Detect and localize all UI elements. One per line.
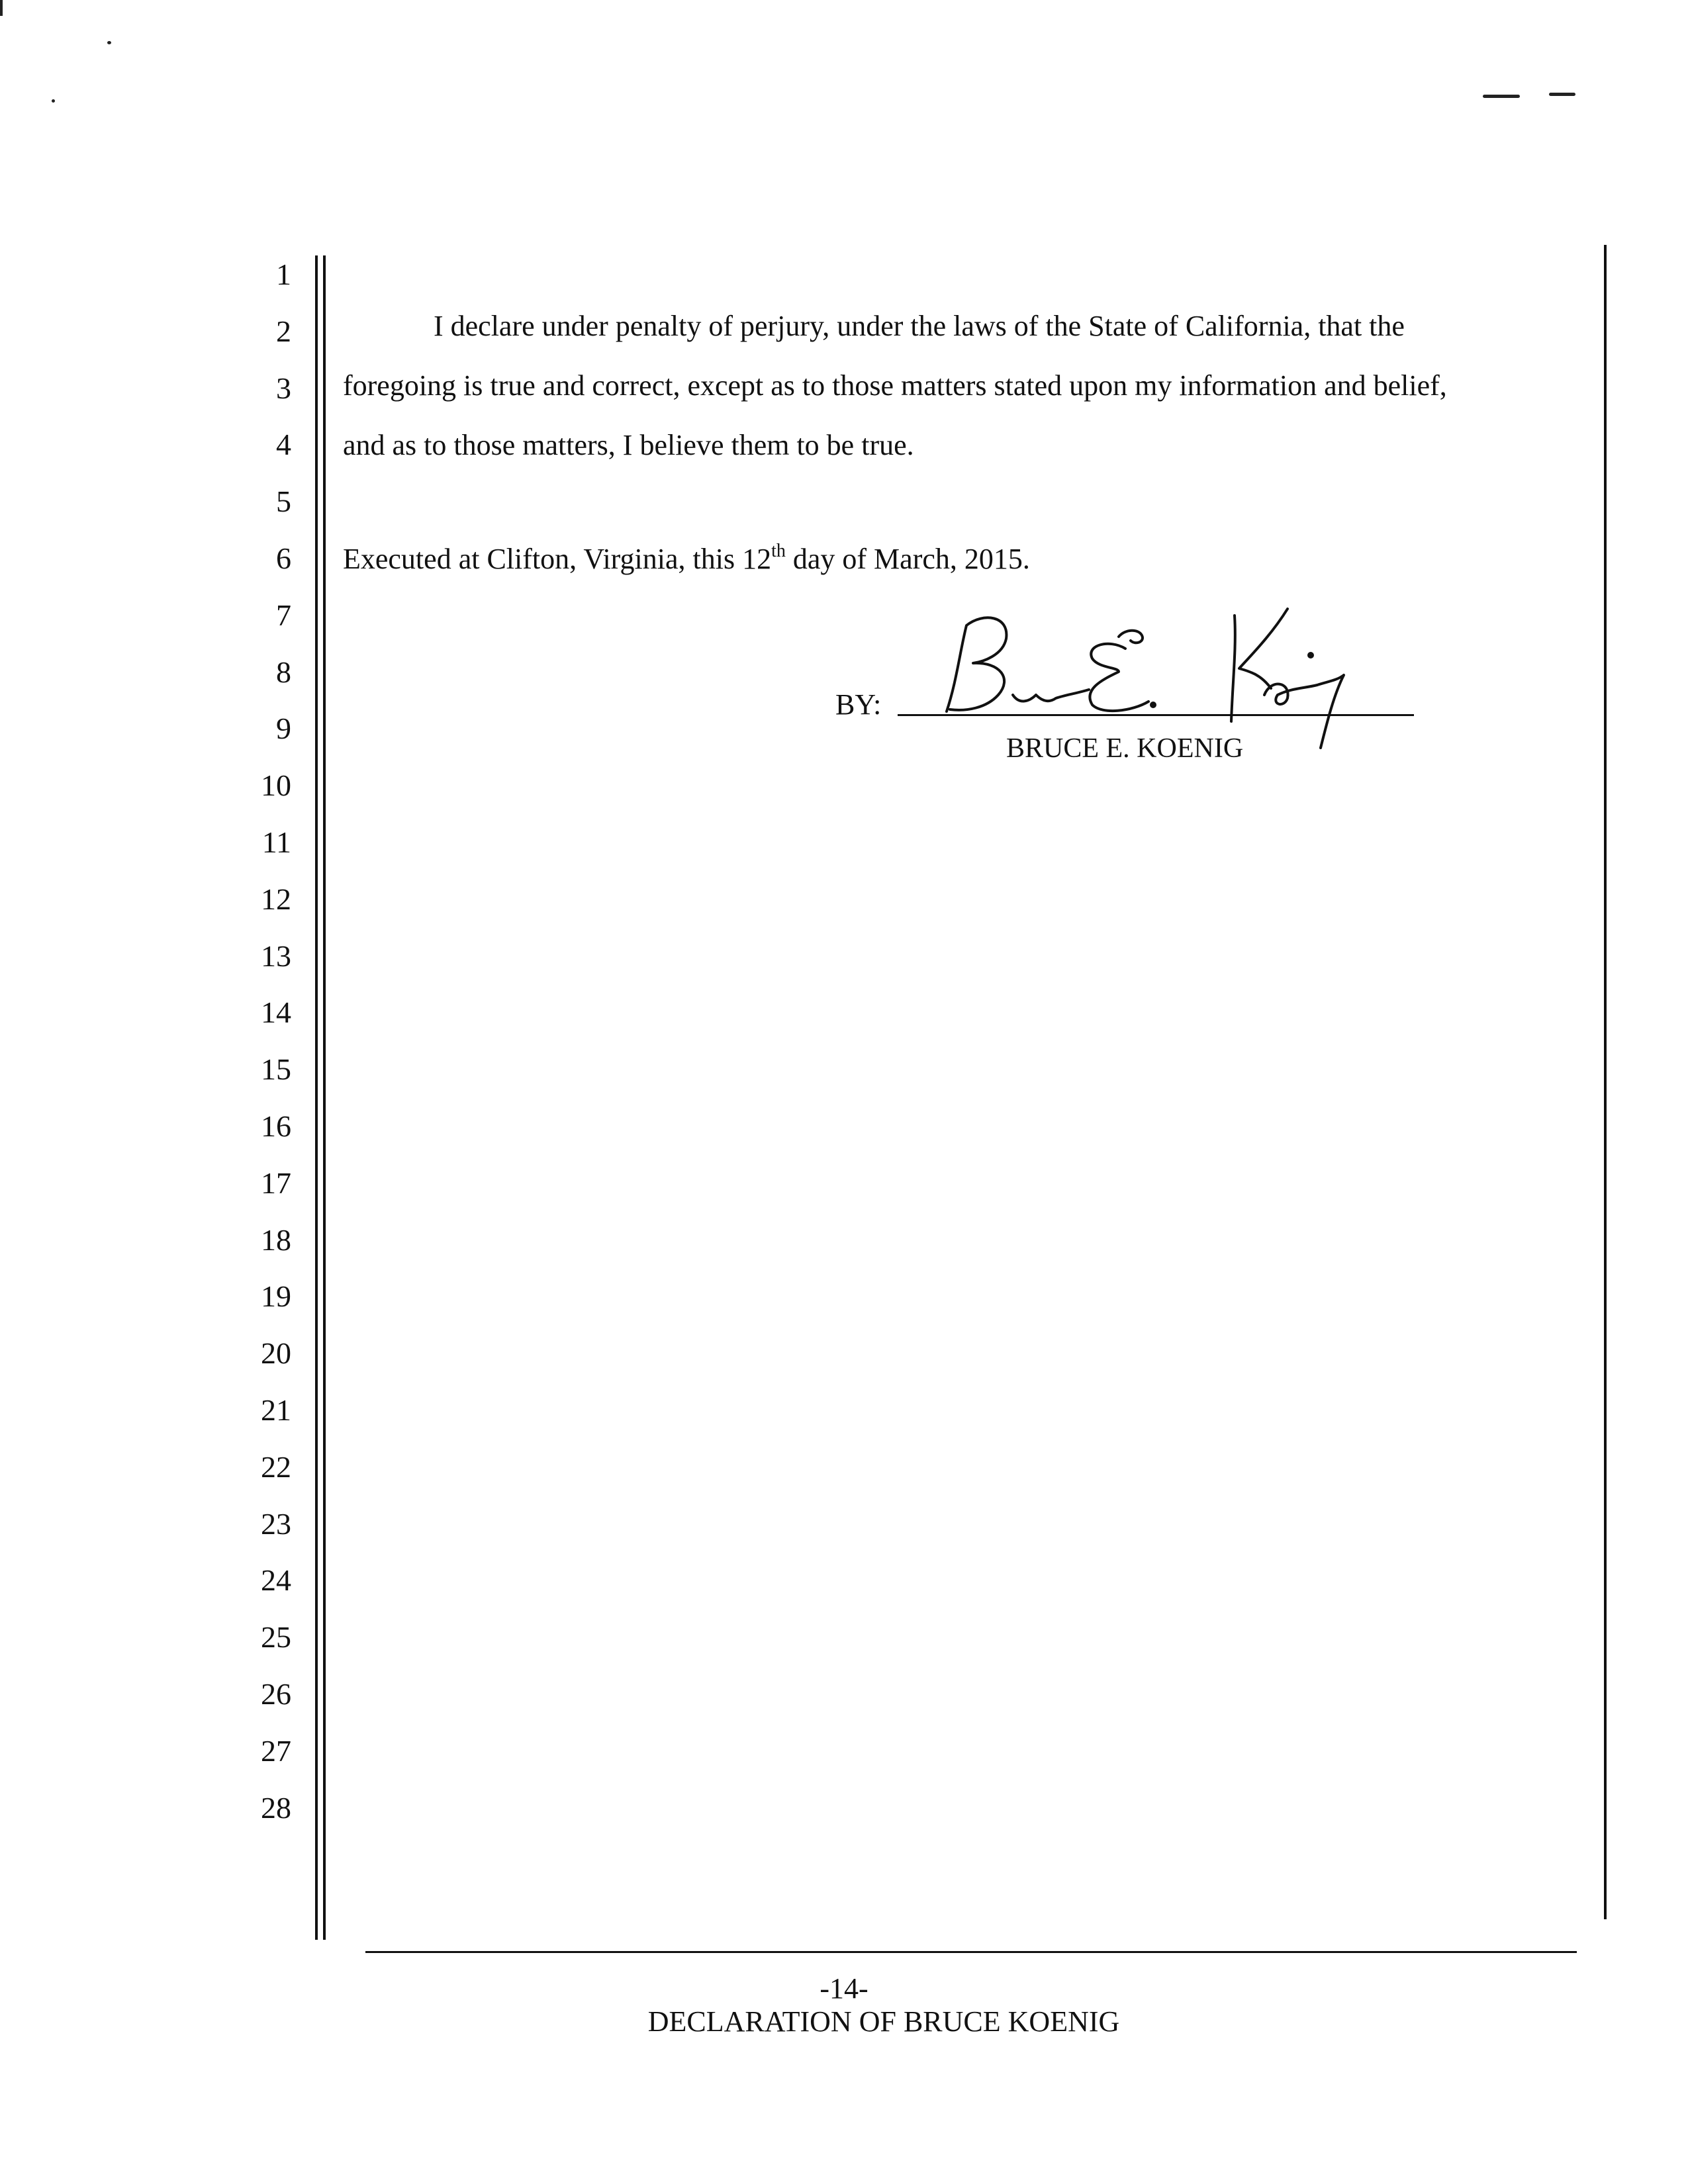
left-margin-rule-inner <box>323 255 326 1940</box>
signer-name: BRUCE E. KOENIG <box>1006 733 1244 764</box>
declaration-line-2: foregoing is true and correct, except as to those matters stated upon my information and belief, <box>343 369 1447 402</box>
line-number: 21 <box>261 1393 291 1427</box>
right-margin-rule <box>1604 245 1607 1919</box>
line-number: 28 <box>261 1791 291 1825</box>
by-label: BY: <box>835 688 882 721</box>
line-number: 13 <box>261 939 291 973</box>
line-number: 3 <box>276 371 291 405</box>
execution-text: Executed at Clifton, Virginia, this 12 <box>343 543 772 575</box>
line-number: 20 <box>261 1336 291 1370</box>
declaration-line-1: I declare under penalty of perjury, under the laws of the State of California, that the <box>434 310 1405 342</box>
line-number: 6 <box>276 541 291 575</box>
declaration-line-3: and as to those matters, I believe them to be true. <box>343 429 914 461</box>
execution-line <box>343 543 1030 580</box>
scan-speck <box>52 99 55 103</box>
scan-speck <box>0 0 3 16</box>
line-number: 1 <box>276 257 291 291</box>
line-number: 19 <box>261 1279 291 1313</box>
line-number: 24 <box>261 1563 291 1597</box>
line-number: 23 <box>261 1507 291 1541</box>
ordinal-suffix: th <box>771 541 786 561</box>
scan-speck <box>107 41 111 44</box>
execution-text-end: day of March, 2015. <box>785 543 1030 575</box>
left-margin-rule-outer <box>315 255 318 1940</box>
line-number: 10 <box>261 768 291 802</box>
line-number: 15 <box>261 1052 291 1086</box>
line-number: 2 <box>276 314 291 348</box>
line-number: 11 <box>261 825 291 859</box>
document-title: DECLARATION OF BRUCE KOENIG <box>647 2005 1120 2038</box>
line-number: 8 <box>276 655 291 689</box>
line-number: 5 <box>276 484 291 518</box>
line-number: 9 <box>276 711 291 745</box>
line-number: 18 <box>261 1223 291 1257</box>
line-number: 16 <box>261 1109 291 1143</box>
line-number: 22 <box>261 1450 291 1484</box>
line-number: 14 <box>261 995 291 1029</box>
line-number: 4 <box>276 428 291 461</box>
line-number: 27 <box>261 1734 291 1768</box>
scan-mark <box>1549 93 1575 96</box>
line-number: 12 <box>261 882 291 916</box>
footer-rule <box>365 1951 1577 1953</box>
page-number: -14- <box>820 1972 868 2005</box>
line-number: 25 <box>261 1620 291 1654</box>
line-number: 17 <box>261 1166 291 1200</box>
line-number: 7 <box>276 598 291 632</box>
line-number: 26 <box>261 1677 291 1711</box>
scan-mark <box>1483 95 1520 98</box>
